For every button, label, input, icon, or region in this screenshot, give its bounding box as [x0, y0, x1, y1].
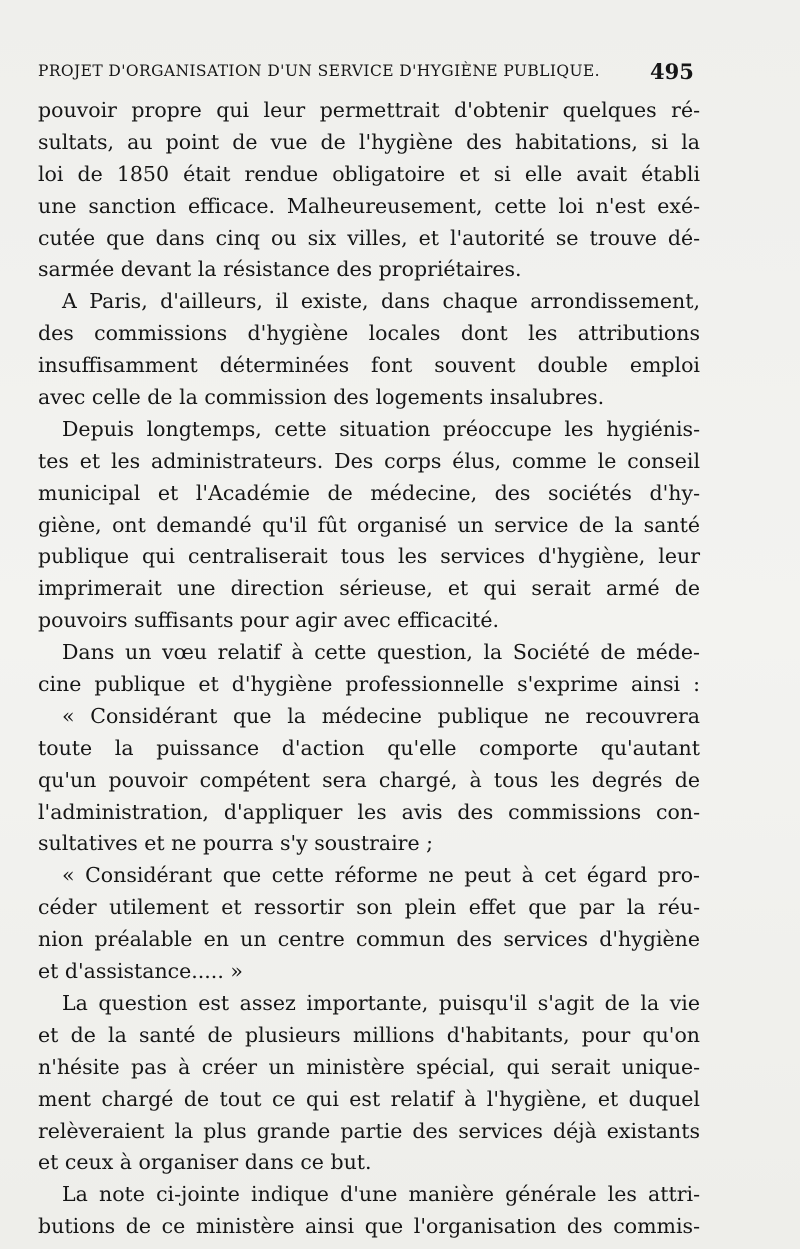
text-line: La note ci-jointe indique d'une manière générale les attri-: [62, 1182, 700, 1207]
text-line: imprimerait une direction sérieuse, et qui serait armé de: [38, 576, 700, 601]
text-line: cine publique et d'hygiène professionnelle s'exprime ainsi :: [38, 672, 700, 697]
text-line: et ceux à organiser dans ce but.: [38, 1150, 372, 1175]
text-line: sultats, au point de vue de l'hygiène des habitations, si la: [38, 129, 700, 154]
text-line: pouvoirs suffisants pour agir avec efficacité.: [38, 608, 500, 633]
page-number: 495: [650, 59, 694, 84]
text-line: nion préalable en un centre commun des services d'hygiène: [38, 927, 700, 952]
text-line: une sanction efficace. Malheureusement, cette loi n'est exé-: [38, 193, 700, 218]
text-line: sultatives et ne pourra s'y soustraire ;: [38, 831, 434, 856]
text-line: n'hésite pas à créer un ministère spécial, qui serait unique-: [38, 1054, 700, 1079]
text-line: publique qui centraliserait tous les services d'hygiène, leur: [38, 544, 700, 569]
text-line: Dans un vœu relatif à cette question, la Société de méde-: [62, 640, 700, 665]
text-line: des commissions d'hygiène locales dont les attributions: [38, 321, 700, 346]
text-line: qu'un pouvoir compétent sera chargé, à tous les degrés de: [38, 767, 700, 792]
text-line: « Considérant que cette réforme ne peut à cet égard pro-: [62, 863, 700, 888]
text-line: insuffisamment déterminées font souvent double emploi: [38, 353, 700, 378]
text-line: municipal et l'Académie de médecine, des sociétés d'hy-: [38, 480, 700, 505]
text-line: loi de 1850 était rendue obligatoire et si elle avait établi: [38, 161, 700, 186]
text-line: A Paris, d'ailleurs, il existe, dans chaque arrondissement,: [62, 289, 700, 314]
running-title: PROJET D'ORGANISATION D'UN SERVICE D'HYGIÈNE PUBLIQUE.: [38, 62, 600, 80]
text-line: avec celle de la commission des logements insalubres.: [38, 385, 605, 410]
text-line: tes et les administrateurs. Des corps élus, comme le conseil: [38, 448, 700, 473]
text-line: « Considérant que la médecine publique ne recouvrera: [62, 703, 700, 728]
text-line: et d'assistance..... »: [38, 959, 243, 984]
text-line: Depuis longtemps, cette situation préoccupe les hygiénis-: [62, 416, 700, 441]
text-line: et de la santé de plusieurs millions d'habitants, pour qu'on: [38, 1022, 700, 1047]
text-line: pouvoir propre qui leur permettrait d'obtenir quelques ré-: [38, 98, 700, 122]
text-line: cutée que dans cinq ou six villes, et l'autorité se trouve dé-: [38, 225, 700, 250]
text-line: La question est assez importante, puisqu'il s'agit de la vie: [62, 990, 700, 1015]
text-line: céder utilement et ressortir son plein effet que par la réu-: [38, 895, 700, 920]
text-line: ment chargé de tout ce qui est relatif à l'hygiène, et duquel: [38, 1086, 700, 1111]
text-line: l'administration, d'appliquer les avis des commissions con-: [38, 799, 700, 824]
body-text: [38, 95, 700, 1243]
text-line: sarmée devant la résistance des propriétaires.: [38, 257, 522, 282]
text-line: relèveraient la plus grande partie des services déjà existants: [38, 1118, 700, 1143]
text-line: butions de ce ministère ainsi que l'organisation des commis-: [38, 1214, 700, 1239]
text-line: toute la puissance d'action qu'elle comporte qu'autant: [38, 735, 700, 760]
text-line: giène, ont demandé qu'il fût organisé un service de la santé: [38, 512, 700, 537]
